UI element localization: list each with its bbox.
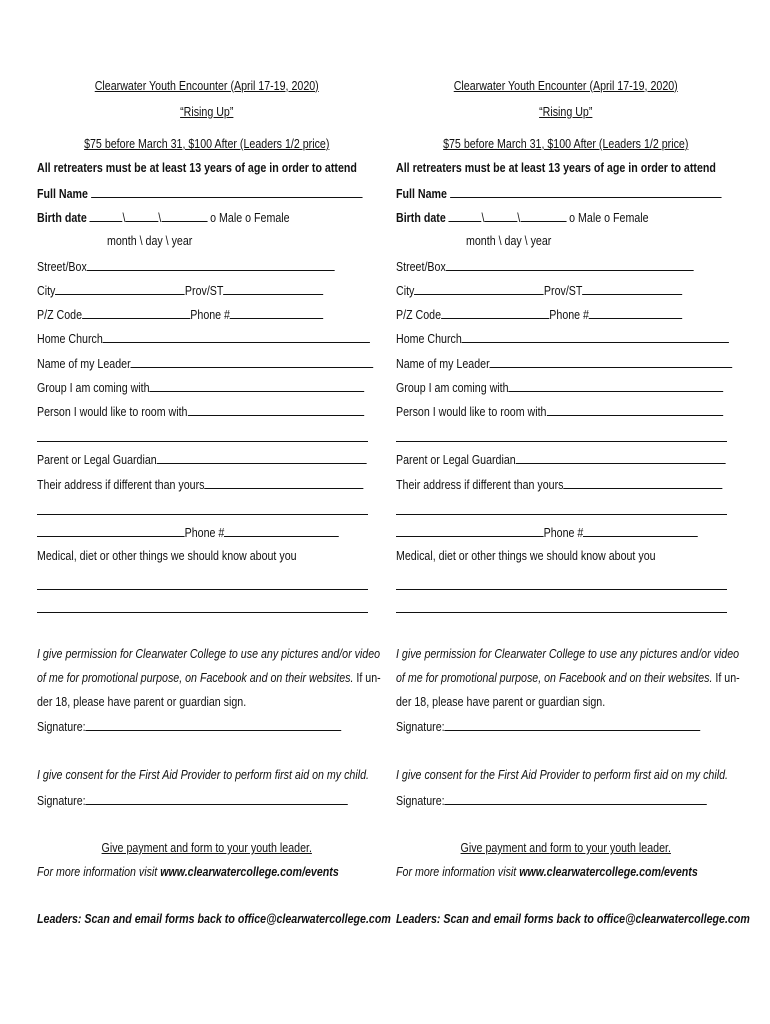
group-field[interactable] [509,379,724,392]
guardian-label: Parent or Legal Guardian [37,452,157,467]
medical-line-2[interactable] [37,612,368,613]
phone-label: Phone # [190,307,230,322]
leader-label: Name of my Leader [396,356,490,371]
date-separator: \ [517,210,521,225]
postal-row [37,306,323,323]
roommate-field[interactable] [546,403,722,416]
leaders-note: Leaders: Scan and email forms back to office@clearwatercollege.com [396,911,750,926]
guardian-address-row [37,476,364,493]
group-row [396,379,723,396]
birth-date-row [396,209,649,226]
photo-permission-line-1: I give permission for Clearwater College to use any pictures and/or video [37,646,381,661]
first-aid-consent: I give consent for the First Aid Provider to perform first aid on my child. [37,767,369,782]
photo-permission-line-3: der 18, please have parent or guardian sign. [37,694,247,709]
roommate-label: Person I would like to room with [37,404,188,419]
gender-options[interactable]: o Male o Female [210,210,290,225]
postal-label: P/Z Code [396,307,442,322]
street-field[interactable] [446,258,694,271]
photo-permission-italic: of me for promotional purpose, on Facebook and on their websites. [396,670,713,685]
date-separator: \ [158,210,162,225]
postal-row [396,306,682,323]
date-format-hint: month \ day \ year [107,233,193,248]
home-church-row [396,330,729,347]
prov-label: Prov/ST [184,283,224,298]
more-info-label: For more information visit [396,864,520,879]
photo-signature-field[interactable] [445,718,701,731]
home-church-row [37,330,370,347]
birth-month-field[interactable] [90,209,123,222]
guardian-address-field[interactable] [204,476,363,489]
street-row [37,258,334,275]
home-church-label: Home Church [396,331,462,346]
postal-field[interactable] [82,306,190,319]
medical-line-1[interactable] [396,589,727,590]
roommate-row [396,403,723,420]
street-label: Street/Box [396,259,446,274]
prov-field[interactable] [223,282,323,295]
postal-field[interactable] [441,306,549,319]
guardian-address-field[interactable] [563,476,722,489]
birth-month-field[interactable] [449,209,482,222]
date-separator: \ [481,210,485,225]
home-church-field[interactable] [103,330,370,343]
photo-permission-line-2 [37,670,381,686]
medical-line-2[interactable] [396,612,727,613]
photo-permission-line-3: der 18, please have parent or guardian sign. [396,694,606,709]
leader-row [37,355,373,372]
form-title: Clearwater Youth Encounter (April 17-19, 2020) [453,78,678,93]
medical-label: Medical, diet or other things we should know about you [396,548,656,563]
price-info: $75 before March 31, $100 After (Leaders 1/2 price) [84,136,330,151]
leader-row [396,355,732,372]
photo-permission-line-1: I give permission for Clearwater College to use any pictures and/or video [396,646,740,661]
roommate-field[interactable] [187,403,363,416]
leader-field[interactable] [131,355,374,368]
signature-label: Signature: [37,719,86,734]
guardian-row [37,451,367,468]
guardian-phone-label: Phone # [184,525,225,540]
full-name-field[interactable] [91,185,362,198]
street-row [396,258,693,275]
date-separator: \ [122,210,126,225]
group-label: Group I am coming with [37,380,150,395]
guardian-field[interactable] [157,451,367,464]
photo-signature-row [396,718,700,735]
city-label: City [396,283,415,298]
first-aid-signature-row [396,792,707,809]
signature-label: Signature: [396,793,445,808]
home-church-field[interactable] [462,330,729,343]
guardian-phone-field[interactable] [224,524,339,537]
form-theme: “Rising Up” [539,104,593,119]
guardian-phone-row [396,524,698,541]
photo-permission-regular: If un- [353,670,381,685]
group-field[interactable] [150,379,365,392]
medical-line-1[interactable] [37,589,368,590]
street-field[interactable] [87,258,335,271]
guardian-address-city-field[interactable] [396,524,544,537]
roommate-row [37,403,364,420]
first-aid-signature-field[interactable] [86,792,348,805]
signature-label: Signature: [37,793,86,808]
guardian-address-label: Their address if different than yours [396,477,564,492]
roommate-label: Person I would like to room with [396,404,547,419]
full-name-field[interactable] [450,185,721,198]
photo-permission-line-2 [396,670,740,686]
age-requirement: All retreaters must be at least 13 years of age in order to attend [396,160,716,175]
city-field[interactable] [414,282,544,295]
form-theme: “Rising Up” [180,104,234,119]
full-name-label: Full Name [37,186,88,201]
more-info-row [37,864,339,880]
guardian-field[interactable] [516,451,726,464]
city-field[interactable] [55,282,185,295]
street-label: Street/Box [37,259,87,274]
birth-date-label: Birth date [37,210,87,225]
signature-label: Signature: [396,719,445,734]
city-row [396,282,682,299]
prov-field[interactable] [582,282,682,295]
leader-field[interactable] [490,355,733,368]
age-requirement: All retreaters must be at least 13 years of age in order to attend [37,160,357,175]
photo-permission-regular: If un- [712,670,740,685]
first-aid-signature-row [37,792,348,809]
birth-date-label: Birth date [396,210,446,225]
payment-instruction: Give payment and form to your youth leader. [460,840,671,855]
leaders-note: Leaders: Scan and email forms back to office@clearwatercollege.com [37,911,391,926]
full-name-label: Full Name [396,186,447,201]
guardian-address-extra-line[interactable] [396,514,727,515]
guardian-address-extra-line[interactable] [37,514,368,515]
home-church-label: Home Church [37,331,103,346]
city-label: City [37,283,56,298]
group-row [37,379,364,396]
prov-label: Prov/ST [543,283,583,298]
first-aid-consent: I give consent for the First Aid Provider to perform first aid on my child. [396,767,728,782]
full-name-row [396,185,721,202]
roommate-extra-line[interactable] [396,441,727,442]
birth-day-field[interactable] [125,209,158,222]
guardian-address-label: Their address if different than yours [37,477,205,492]
leader-label: Name of my Leader [37,356,131,371]
form-title: Clearwater Youth Encounter (April 17-19, 2020) [94,78,319,93]
birth-day-field[interactable] [484,209,517,222]
photo-permission-italic: of me for promotional purpose, on Facebook and on their websites. [37,670,354,685]
full-name-row [37,185,362,202]
first-aid-signature-field[interactable] [445,792,707,805]
guardian-phone-row [37,524,339,541]
birth-year-field[interactable] [520,209,566,222]
roommate-extra-line[interactable] [37,441,368,442]
phone-field[interactable] [230,306,323,319]
gender-options[interactable]: o Male o Female [569,210,649,225]
guardian-phone-field[interactable] [583,524,698,537]
guardian-phone-label: Phone # [543,525,584,540]
photo-signature-row [37,718,341,735]
birth-year-field[interactable] [161,209,207,222]
price-info: $75 before March 31, $100 After (Leaders 1/2 price) [443,136,689,151]
website-link[interactable]: www.clearwatercollege.com/events [519,864,698,879]
group-label: Group I am coming with [396,380,509,395]
website-link[interactable]: www.clearwatercollege.com/events [160,864,339,879]
medical-label: Medical, diet or other things we should know about you [37,548,297,563]
photo-signature-field[interactable] [86,718,342,731]
more-info-row [396,864,698,880]
phone-label: Phone # [549,307,589,322]
guardian-address-row [396,476,723,493]
payment-instruction: Give payment and form to your youth leader. [101,840,312,855]
phone-field[interactable] [589,306,682,319]
guardian-row [396,451,726,468]
more-info-label: For more information visit [37,864,161,879]
birth-date-row [37,209,290,226]
city-row [37,282,323,299]
guardian-label: Parent or Legal Guardian [396,452,516,467]
date-format-hint: month \ day \ year [466,233,552,248]
guardian-address-city-field[interactable] [37,524,185,537]
postal-label: P/Z Code [37,307,83,322]
